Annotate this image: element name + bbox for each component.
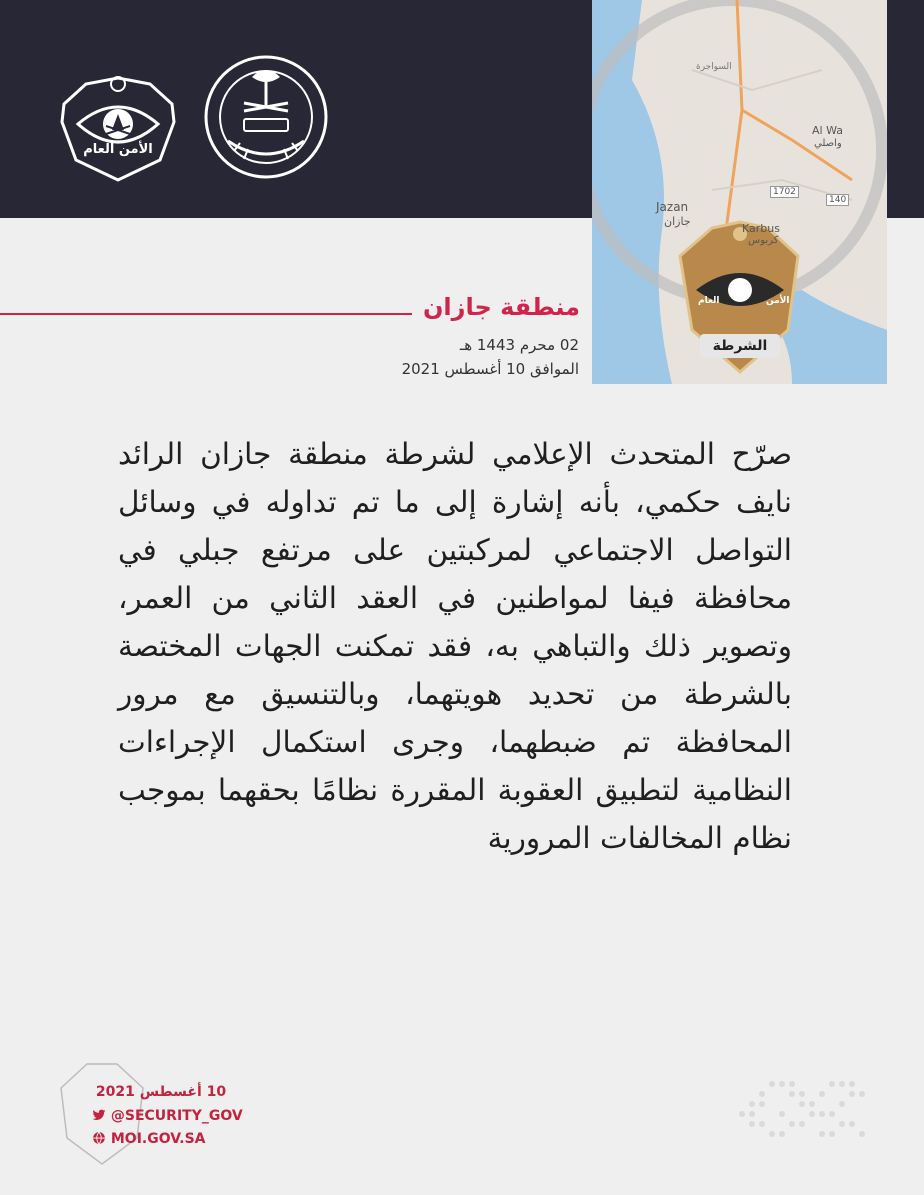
badge-label-amn: الأمن: [766, 296, 790, 306]
website-link[interactable]: [92, 1131, 206, 1147]
badge-label-shurta: الشرطة: [712, 338, 768, 354]
twitter-icon: [92, 1108, 106, 1122]
badge-label-aam: العام: [698, 296, 720, 306]
decorative-dots: [732, 1078, 872, 1152]
map-label-sawajirah: السواجرة: [696, 62, 732, 72]
public-security-logo: [56, 60, 180, 184]
ministry-of-interior-logo: [204, 55, 328, 179]
hijri-date: 02 محرم 1443 هـ: [459, 336, 579, 354]
map-label-jazan-en: Jazan: [656, 200, 689, 214]
ministry-emblem-icon: [204, 55, 328, 179]
footer-date: 10 أغسطس 2021: [95, 1084, 227, 1100]
globe-icon: [92, 1131, 106, 1145]
public-security-label: الأمن العام: [83, 142, 153, 157]
map-image: [592, 0, 887, 384]
map-label-karbus-ar: كربوس: [748, 235, 779, 246]
map-illustration: [592, 0, 887, 384]
public-security-emblem-icon: [56, 60, 180, 184]
twitter-handle: @SECURITY_GOV: [110, 1108, 243, 1124]
map-label-alwa: Al Wa: [812, 124, 843, 137]
website-url: MOI.GOV.SA: [110, 1131, 206, 1147]
map-label-jazan-ar: جازان: [664, 215, 691, 228]
twitter-link[interactable]: [92, 1108, 243, 1124]
map-label-wasli: واصلي: [814, 138, 842, 149]
statement-body: صرّح المتحدث الإعلامي لشرطة منطقة جازان الرائد نايف حكمي، بأنه إشارة إلى ما تم تداوله في وسائل التواصل الاجتماعي لمركبتين على مرتفع جبلي في محافظة فيفا لمواطنين في العقد الثاني من العمر، وتصوير ذلك والتباهي به، فقد تمكنت الجهات المختصة بالشرطة من تحديد هويتهما، وبالتنسيق مع مرور المحافظة تم ضبطهما، وجرى استكمال الإجراءات النظامية لتطبيق العقوبة المقررة نظامًا بحقهما بموجب نظام المخالفات المرورية: [118, 437, 792, 855]
title-divider: [0, 313, 412, 315]
map-label-karbus-en: Karbus: [742, 222, 780, 235]
map-label-road-140: 140: [826, 194, 849, 206]
map-label-road-1702: 1702: [770, 186, 799, 198]
gregorian-date: الموافق 10 أغسطس 2021: [401, 360, 579, 378]
region-title: منطقة جازان: [422, 293, 580, 321]
